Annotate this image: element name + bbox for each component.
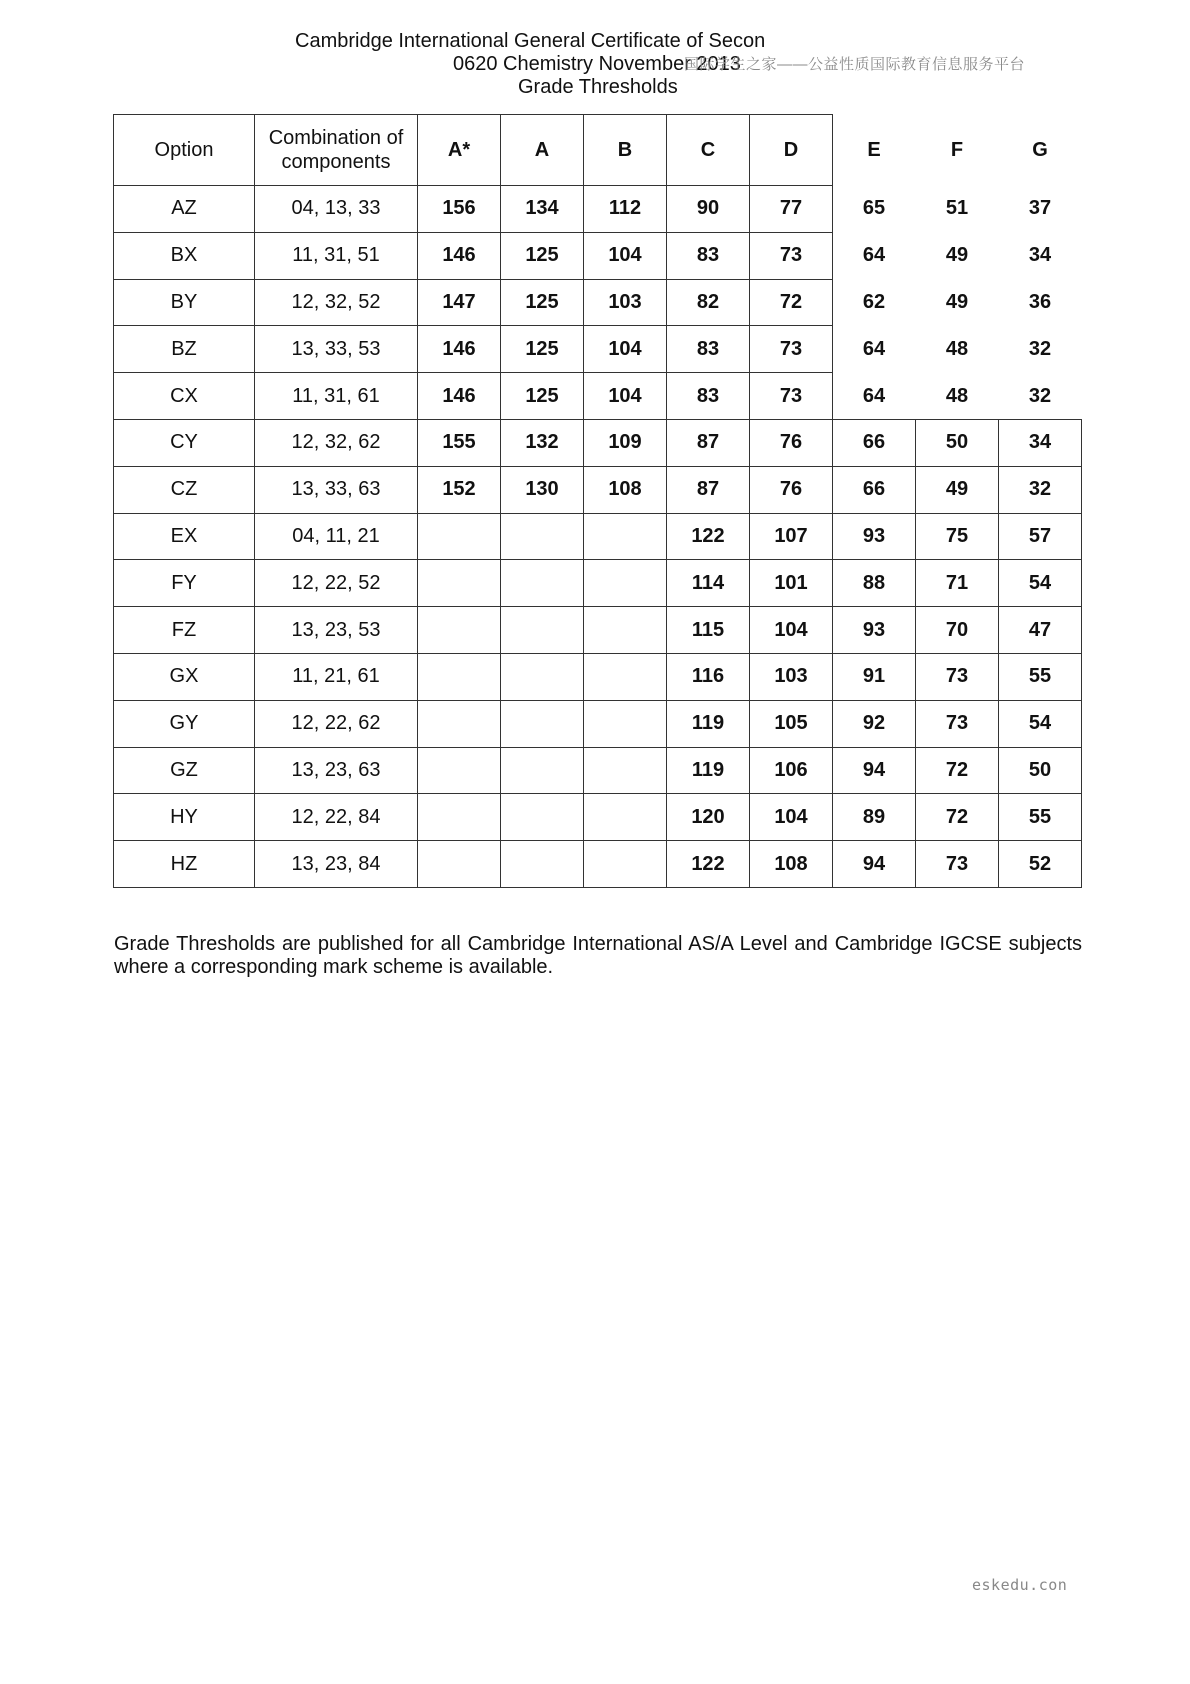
grade-c-cell: 120 xyxy=(667,794,750,841)
table-row xyxy=(114,794,1082,841)
grade-a-cell xyxy=(501,607,584,654)
option-cell: FY xyxy=(114,560,255,607)
option-cell: CZ xyxy=(114,466,255,513)
grade-d-cell: 73 xyxy=(750,232,833,279)
grade-e-cell: 92 xyxy=(833,700,916,747)
grade-e-cell: 66 xyxy=(833,466,916,513)
grade-g-cell: 37 xyxy=(999,186,1082,233)
grade-d-cell: 105 xyxy=(750,700,833,747)
grade-d-cell: 73 xyxy=(750,326,833,373)
grade-b-cell: 109 xyxy=(584,419,667,466)
components-cell: 12, 22, 84 xyxy=(255,794,418,841)
grade-a-cell: 132 xyxy=(501,419,584,466)
grade-a-star-cell xyxy=(418,747,501,794)
grade-b-cell: 104 xyxy=(584,373,667,420)
grade-e-cell: 89 xyxy=(833,794,916,841)
combination-header-line2: components xyxy=(281,151,391,173)
grade-g-cell: 54 xyxy=(999,560,1082,607)
grade-a-cell xyxy=(501,841,584,888)
grade-d-cell: 77 xyxy=(750,186,833,233)
components-cell: 13, 23, 63 xyxy=(255,747,418,794)
grade-a-cell: 130 xyxy=(501,466,584,513)
table-header-row xyxy=(114,115,1082,186)
grade-g-cell: 32 xyxy=(999,466,1082,513)
grade-g-cell: 50 xyxy=(999,747,1082,794)
option-cell: CY xyxy=(114,419,255,466)
grade-e-cell: 88 xyxy=(833,560,916,607)
table-row xyxy=(114,841,1082,888)
grade-header-g: G xyxy=(999,115,1082,186)
grade-a-star-cell: 146 xyxy=(418,373,501,420)
table-row xyxy=(114,607,1082,654)
grade-d-cell: 73 xyxy=(750,373,833,420)
grade-a-cell xyxy=(501,794,584,841)
components-cell: 11, 31, 51 xyxy=(255,232,418,279)
grade-f-cell: 73 xyxy=(916,700,999,747)
grade-g-cell: 34 xyxy=(999,232,1082,279)
grade-c-cell: 90 xyxy=(667,186,750,233)
components-cell: 12, 22, 52 xyxy=(255,560,418,607)
grade-e-cell: 65 xyxy=(833,186,916,233)
section-title: Grade Thresholds xyxy=(518,76,678,98)
grade-c-cell: 122 xyxy=(667,841,750,888)
grade-a-cell: 134 xyxy=(501,186,584,233)
grade-e-cell: 94 xyxy=(833,747,916,794)
grade-f-cell: 75 xyxy=(916,513,999,560)
grade-b-cell: 104 xyxy=(584,326,667,373)
grade-a-star-cell xyxy=(418,560,501,607)
grade-f-cell: 50 xyxy=(916,419,999,466)
grade-e-cell: 93 xyxy=(833,513,916,560)
grade-d-cell: 106 xyxy=(750,747,833,794)
grade-a-star-cell xyxy=(418,794,501,841)
grade-b-cell: 103 xyxy=(584,279,667,326)
grade-c-cell: 119 xyxy=(667,747,750,794)
grade-a-star-cell: 146 xyxy=(418,326,501,373)
grade-f-cell: 49 xyxy=(916,279,999,326)
grade-c-cell: 114 xyxy=(667,560,750,607)
grade-g-cell: 55 xyxy=(999,653,1082,700)
grade-d-cell: 76 xyxy=(750,466,833,513)
option-cell: FZ xyxy=(114,607,255,654)
grade-f-cell: 73 xyxy=(916,653,999,700)
grade-b-cell xyxy=(584,747,667,794)
grade-e-cell: 64 xyxy=(833,232,916,279)
grade-d-cell: 103 xyxy=(750,653,833,700)
grade-header-d: D xyxy=(750,115,833,186)
grade-c-cell: 122 xyxy=(667,513,750,560)
grade-c-cell: 87 xyxy=(667,466,750,513)
grade-b-cell xyxy=(584,653,667,700)
grade-e-cell: 62 xyxy=(833,279,916,326)
grade-g-cell: 47 xyxy=(999,607,1082,654)
components-cell: 04, 13, 33 xyxy=(255,186,418,233)
grade-a-star-cell: 156 xyxy=(418,186,501,233)
grade-c-cell: 119 xyxy=(667,700,750,747)
table-row xyxy=(114,700,1082,747)
table-row xyxy=(114,560,1082,607)
table-row xyxy=(114,466,1082,513)
grade-f-cell: 73 xyxy=(916,841,999,888)
grade-d-cell: 72 xyxy=(750,279,833,326)
grade-a-cell xyxy=(501,653,584,700)
grade-g-cell: 32 xyxy=(999,373,1082,420)
grade-e-cell: 66 xyxy=(833,419,916,466)
grade-header-e: E xyxy=(833,115,916,186)
grade-f-cell: 51 xyxy=(916,186,999,233)
grade-c-cell: 83 xyxy=(667,232,750,279)
footnote-text: Grade Thresholds are published for all Cambridge International AS/A Level and Cambridge IGCSE subjects where a corresponding mark scheme is available. xyxy=(114,933,1082,978)
grade-header-a: A xyxy=(501,115,584,186)
grade-header-f: F xyxy=(916,115,999,186)
grade-e-cell: 64 xyxy=(833,326,916,373)
option-cell: CX xyxy=(114,373,255,420)
grade-g-cell: 32 xyxy=(999,326,1082,373)
footer-site-text: eskedu.con xyxy=(972,1576,1068,1594)
option-cell: HY xyxy=(114,794,255,841)
grade-d-cell: 104 xyxy=(750,794,833,841)
grade-c-cell: 116 xyxy=(667,653,750,700)
option-cell: BX xyxy=(114,232,255,279)
grade-a-star-cell xyxy=(418,841,501,888)
combination-column-header xyxy=(255,115,418,186)
grade-c-cell: 83 xyxy=(667,373,750,420)
grade-a-cell xyxy=(501,513,584,560)
option-cell: BZ xyxy=(114,326,255,373)
table-row xyxy=(114,419,1082,466)
table-row xyxy=(114,326,1082,373)
grade-a-star-cell: 147 xyxy=(418,279,501,326)
components-cell: 11, 21, 61 xyxy=(255,653,418,700)
grade-b-cell: 104 xyxy=(584,232,667,279)
grade-g-cell: 54 xyxy=(999,700,1082,747)
combination-header-line1: Combination of xyxy=(268,127,404,149)
grade-f-cell: 48 xyxy=(916,373,999,420)
option-cell: GZ xyxy=(114,747,255,794)
table-row xyxy=(114,232,1082,279)
grade-c-cell: 83 xyxy=(667,326,750,373)
grade-c-cell: 115 xyxy=(667,607,750,654)
grade-b-cell xyxy=(584,560,667,607)
syllabus-subtitle: 0620 Chemistry November 2013 xyxy=(453,53,741,75)
grade-c-cell: 87 xyxy=(667,419,750,466)
document-title: Cambridge International General Certificate of Secon xyxy=(295,30,766,52)
option-cell: BY xyxy=(114,279,255,326)
grade-a-cell xyxy=(501,560,584,607)
grade-b-cell xyxy=(584,841,667,888)
table-row xyxy=(114,747,1082,794)
grade-d-cell: 76 xyxy=(750,419,833,466)
components-cell: 12, 32, 62 xyxy=(255,419,418,466)
grade-d-cell: 108 xyxy=(750,841,833,888)
option-cell: GY xyxy=(114,700,255,747)
grade-a-star-cell: 155 xyxy=(418,419,501,466)
grade-f-cell: 72 xyxy=(916,747,999,794)
grade-f-cell: 48 xyxy=(916,326,999,373)
grade-g-cell: 57 xyxy=(999,513,1082,560)
grade-a-cell: 125 xyxy=(501,326,584,373)
grade-threshold-table xyxy=(113,114,1082,888)
grade-a-cell: 125 xyxy=(501,373,584,420)
grade-g-cell: 55 xyxy=(999,794,1082,841)
components-cell: 12, 22, 62 xyxy=(255,700,418,747)
option-cell: HZ xyxy=(114,841,255,888)
components-cell: 12, 32, 52 xyxy=(255,279,418,326)
grade-e-cell: 94 xyxy=(833,841,916,888)
grade-d-cell: 104 xyxy=(750,607,833,654)
grade-b-cell: 112 xyxy=(584,186,667,233)
option-cell: GX xyxy=(114,653,255,700)
watermark-text: 国际学生之家——公益性质国际教育信息服务平台 xyxy=(684,56,1026,73)
grade-e-cell: 93 xyxy=(833,607,916,654)
option-cell: EX xyxy=(114,513,255,560)
grade-g-cell: 52 xyxy=(999,841,1082,888)
table-body xyxy=(114,186,1082,888)
grade-f-cell: 72 xyxy=(916,794,999,841)
table-row xyxy=(114,186,1082,233)
grade-d-cell: 107 xyxy=(750,513,833,560)
components-cell: 13, 23, 53 xyxy=(255,607,418,654)
grade-a-star-cell xyxy=(418,700,501,747)
grade-g-cell: 34 xyxy=(999,419,1082,466)
option-column-header: Option xyxy=(114,115,255,186)
grade-header-b: B xyxy=(584,115,667,186)
grade-a-star-cell: 152 xyxy=(418,466,501,513)
grade-g-cell: 36 xyxy=(999,279,1082,326)
grade-b-cell: 108 xyxy=(584,466,667,513)
option-cell: AZ xyxy=(114,186,255,233)
grade-a-star-cell: 146 xyxy=(418,232,501,279)
components-cell: 13, 33, 53 xyxy=(255,326,418,373)
grade-f-cell: 71 xyxy=(916,560,999,607)
grade-b-cell xyxy=(584,513,667,560)
grade-d-cell: 101 xyxy=(750,560,833,607)
components-cell: 11, 31, 61 xyxy=(255,373,418,420)
table-row xyxy=(114,513,1082,560)
grade-f-cell: 49 xyxy=(916,232,999,279)
grade-header-c: C xyxy=(667,115,750,186)
grade-e-cell: 64 xyxy=(833,373,916,420)
grade-f-cell: 49 xyxy=(916,466,999,513)
components-cell: 13, 33, 63 xyxy=(255,466,418,513)
grade-e-cell: 91 xyxy=(833,653,916,700)
grade-c-cell: 82 xyxy=(667,279,750,326)
grade-b-cell xyxy=(584,607,667,654)
grade-header-a-star: A* xyxy=(418,115,501,186)
grade-b-cell xyxy=(584,794,667,841)
grade-a-star-cell xyxy=(418,653,501,700)
table-row xyxy=(114,373,1082,420)
grade-a-cell: 125 xyxy=(501,279,584,326)
grade-a-cell xyxy=(501,747,584,794)
grade-a-star-cell xyxy=(418,607,501,654)
grade-a-cell: 125 xyxy=(501,232,584,279)
components-cell: 13, 23, 84 xyxy=(255,841,418,888)
grade-a-star-cell xyxy=(418,513,501,560)
components-cell: 04, 11, 21 xyxy=(255,513,418,560)
grade-f-cell: 70 xyxy=(916,607,999,654)
grade-a-cell xyxy=(501,700,584,747)
table-row xyxy=(114,653,1082,700)
grade-b-cell xyxy=(584,700,667,747)
table-row xyxy=(114,279,1082,326)
